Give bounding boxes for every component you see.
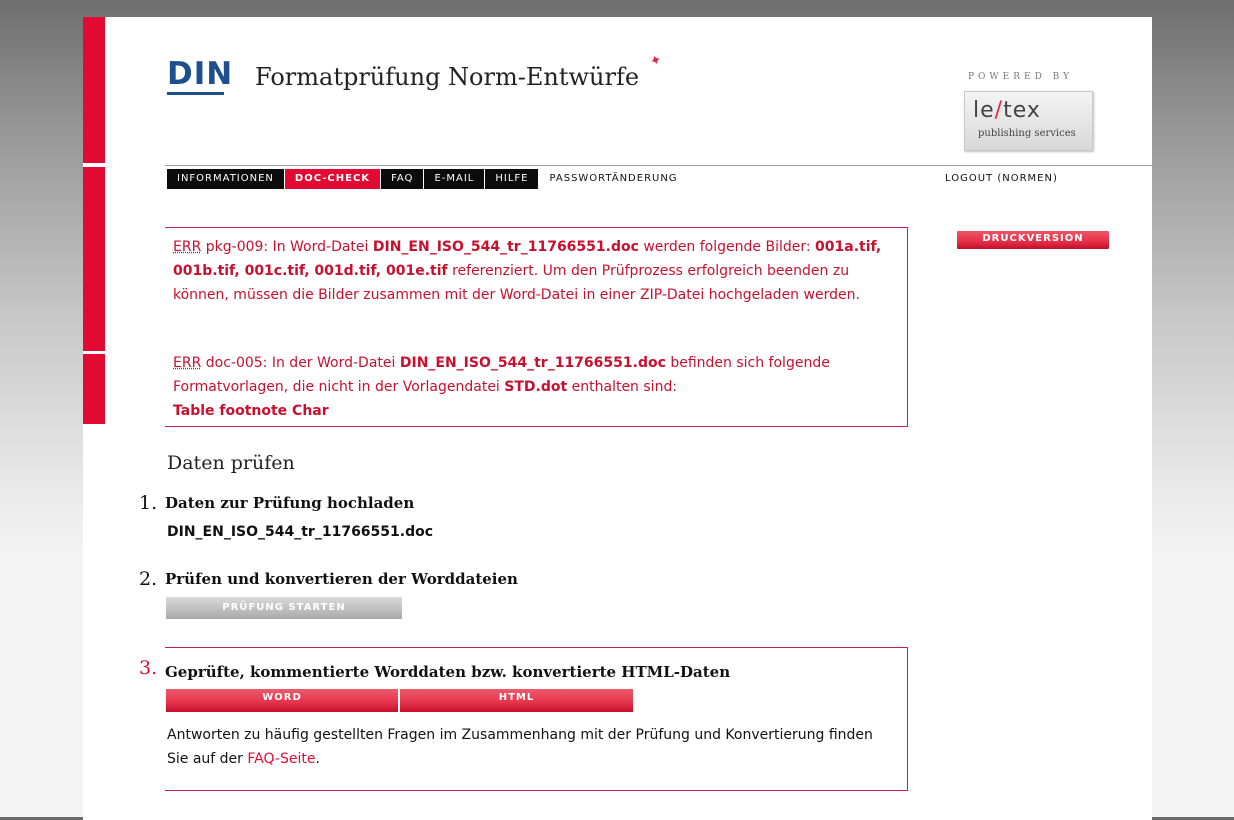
decorative-red-strip xyxy=(83,17,105,163)
page-container xyxy=(83,17,1152,820)
error-message: ERR doc-005: In der Word-Datei DIN_EN_ISO_544_tr_11766551.doc befinden sich folgende Formatvorlagen, die nicht in der Vorlagendatei STD.dot enthalten sind: Table footnote Char xyxy=(173,355,830,419)
header-divider xyxy=(165,165,1152,166)
decorative-red-strip xyxy=(83,354,105,424)
error-code: ERR xyxy=(173,355,202,371)
nav-item-passwortaenderung[interactable]: PASSWORTÄNDERUNG xyxy=(549,173,678,184)
start-check-button[interactable]: PRÜFUNG STARTEN xyxy=(166,597,402,619)
nav-item-doc-check[interactable]: DOC-CHECK xyxy=(285,169,381,189)
letex-logo[interactable] xyxy=(964,91,1093,151)
letex-logo-name: le/tex xyxy=(973,98,1041,123)
site-title: Formatprüfung Norm-Entwürfe xyxy=(255,63,640,91)
download-word-button[interactable]: WORD xyxy=(166,689,398,712)
step-title: Prüfen und konvertieren der Worddateien xyxy=(165,570,518,588)
nav-item-informationen[interactable]: INFORMATIONEN xyxy=(167,169,285,189)
logout-link[interactable]: LOGOUT (NORMEN) xyxy=(945,173,1058,184)
din-logo[interactable] xyxy=(167,56,234,92)
uploaded-filename: DIN_EN_ISO_544_tr_11766551.doc xyxy=(167,524,434,540)
step-number: 2. xyxy=(139,568,158,590)
step-title: Geprüfte, kommentierte Worddaten bzw. konvertierte HTML-Daten xyxy=(165,663,731,681)
step-title: Daten zur Prüfung hochladen xyxy=(165,494,415,512)
download-html-button[interactable]: HTML xyxy=(400,689,633,712)
step-number: 1. xyxy=(139,492,158,514)
din-logo-underline xyxy=(167,92,224,95)
faq-hint: Antworten zu häufig gestellten Fragen im Zusammenhang mit der Prüfung und Konvertierung finden Sie auf der FAQ-Seite. xyxy=(167,727,873,767)
section-title: Daten prüfen xyxy=(167,452,295,474)
step-number: 3. xyxy=(139,657,158,679)
error-message: ERR pkg-009: In Word-Datei DIN_EN_ISO_544_tr_11766551.doc werden folgende Bilder: 001a.tif, 001b.tif, 001c.tif, 001d.tif, 001e.tif referenziert. Um den Prüfprozess erfolgreich beenden zu können, müssen die Bilder zusammen mit der Word-Datei in einer ZIP-Datei hochgeladen werden. xyxy=(173,239,882,303)
din-logo-text: DIN xyxy=(167,56,234,92)
decorative-red-strip xyxy=(83,167,105,351)
print-version-button[interactable]: DRUCKVERSION xyxy=(957,231,1109,249)
faq-page-link[interactable]: FAQ-Seite xyxy=(247,751,316,767)
nav-item-hilfe[interactable]: HILFE xyxy=(485,169,539,189)
powered-by-label: POWERED BY xyxy=(968,72,1074,82)
nav-item-email[interactable]: E-MAIL xyxy=(424,169,485,189)
decorative-flourish-icon: ✦ xyxy=(647,51,665,71)
main-nav xyxy=(167,169,688,189)
letex-tagline: publishing services xyxy=(978,128,1076,139)
error-code: ERR xyxy=(173,239,202,255)
nav-item-faq[interactable]: FAQ xyxy=(381,169,424,189)
